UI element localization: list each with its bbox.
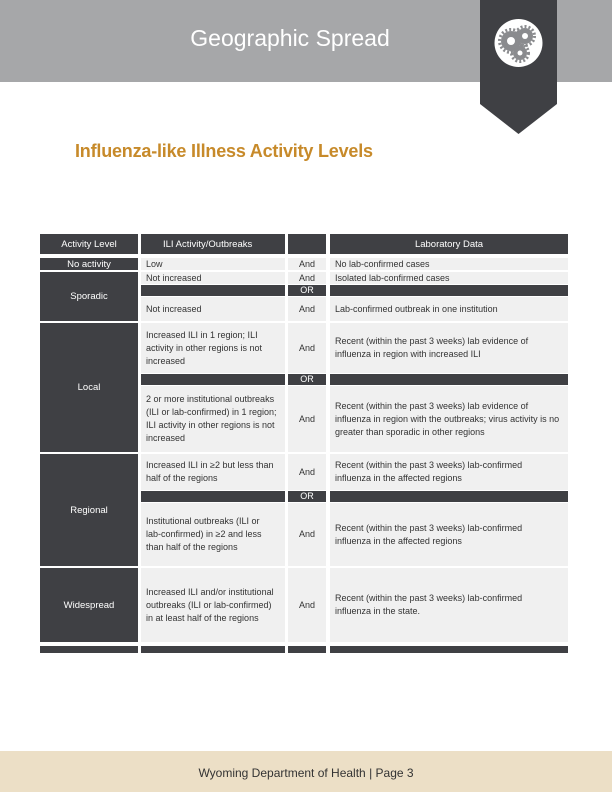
- header-conjunction-cell: [288, 234, 326, 254]
- row-regional-1-ili: Increased ILI in ≥2 but less than half of the regions: [141, 454, 285, 490]
- row-sporadic-1-conj: And: [288, 272, 326, 284]
- level-widespread: Widespread: [40, 568, 138, 642]
- row-local-1-conj: And: [288, 323, 326, 373]
- or-band-left: [141, 374, 285, 385]
- header-ili-activity: ILI Activity/Outbreaks: [141, 234, 285, 254]
- level-local: Local: [40, 323, 138, 452]
- or-band-left: [141, 285, 285, 296]
- row-regional-1-lab: Recent (within the past 3 weeks) lab-confirmed influenza in the affected regions: [330, 454, 568, 490]
- row-local-1-lab: Recent (within the past 3 weeks) lab evidence of influenza in region with increased ILI: [330, 323, 568, 373]
- gears-icon: [480, 0, 557, 134]
- footer-text: Wyoming Department of Health | Page 3: [198, 766, 414, 780]
- local-or-label: OR: [288, 374, 326, 385]
- header-activity-level: Activity Level: [40, 234, 138, 254]
- sporadic-or-label: OR: [288, 285, 326, 296]
- row-widespread-ili: Increased ILI and/or institutional outbreaks (ILI or lab-confirmed) in at least half of the regions: [141, 568, 285, 642]
- row-regional-2-lab: Recent (within the past 3 weeks) lab-confirmed influenza in the affected regions: [330, 503, 568, 566]
- row-local-2-lab: Recent (within the past 3 weeks) lab evidence of influenza in region with the outbreaks; virus activity is no greater than sporadic in other regions: [330, 386, 568, 452]
- row-local-1-ili: Increased ILI in 1 region; ILI activity in other regions is not increased: [141, 323, 285, 373]
- table-footer-strip: [40, 646, 138, 653]
- row-sporadic-2-ili: Not increased: [141, 297, 285, 321]
- table-footer-strip: [330, 646, 568, 653]
- header-laboratory-data: Laboratory Data: [330, 234, 568, 254]
- level-regional: Regional: [40, 454, 138, 566]
- row-sporadic-2-conj: And: [288, 297, 326, 321]
- or-band-left: [141, 491, 285, 502]
- table-footer-strip: [288, 646, 326, 653]
- row-no-activity-conj: And: [288, 258, 326, 270]
- or-band-right: [330, 491, 568, 502]
- level-sporadic: Sporadic: [40, 272, 138, 321]
- regional-or-label: OR: [288, 491, 326, 502]
- row-regional-2-conj: And: [288, 503, 326, 566]
- or-band-right: [330, 285, 568, 296]
- row-sporadic-1-ili: Not increased: [141, 272, 285, 284]
- row-no-activity-lab: No lab-confirmed cases: [330, 258, 568, 270]
- row-widespread-conj: And: [288, 568, 326, 642]
- header-badge: [480, 0, 557, 134]
- or-band-right: [330, 374, 568, 385]
- level-no-activity: No activity: [40, 258, 138, 270]
- page-title: Geographic Spread: [190, 25, 390, 51]
- table-footer-strip: [141, 646, 285, 653]
- row-no-activity-ili: Low: [141, 258, 285, 270]
- row-local-2-ili: 2 or more institutional outbreaks (ILI or lab-confirmed) in 1 region; ILI activity in other regions is not increased: [141, 386, 285, 452]
- section-title: Influenza-like Illness Activity Levels: [75, 141, 373, 161]
- row-regional-2-ili: Institutional outbreaks (ILI or lab-confirmed) in ≥2 and less than half of the regions: [141, 503, 285, 566]
- row-widespread-lab: Recent (within the past 3 weeks) lab-confirmed influenza in the state.: [330, 568, 568, 642]
- page-footer: [0, 751, 612, 792]
- row-local-2-conj: And: [288, 386, 326, 452]
- row-sporadic-2-lab: Lab-confirmed outbreak in one institution: [330, 297, 568, 321]
- row-sporadic-1-lab: Isolated lab-confirmed cases: [330, 272, 568, 284]
- row-regional-1-conj: And: [288, 454, 326, 490]
